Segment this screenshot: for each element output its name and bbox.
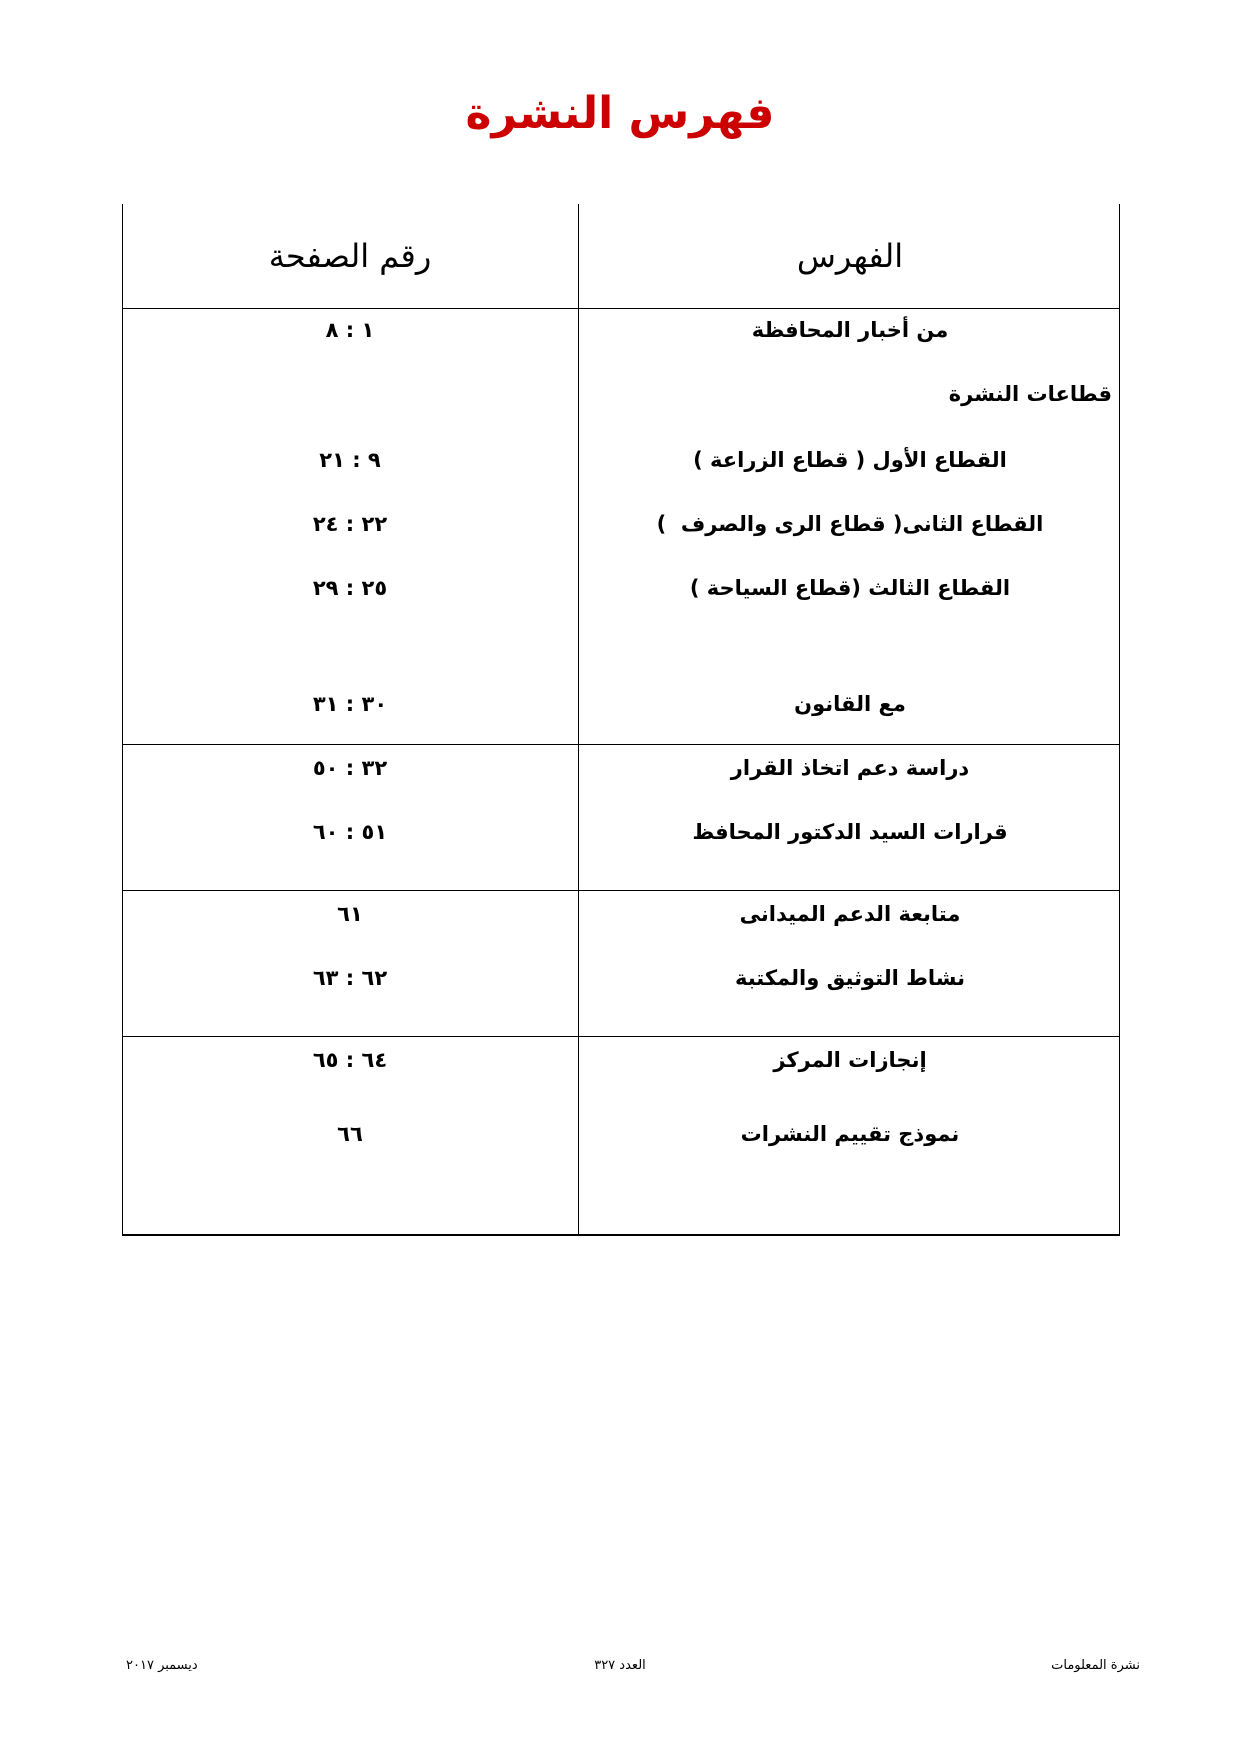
row-pages: ٥١ : ٦٠ (312, 820, 388, 844)
table-row (122, 684, 1120, 724)
row-pages: ٦٢ : ٦٣ (312, 966, 388, 990)
table-row (122, 748, 1120, 788)
table-row (122, 1040, 1120, 1080)
table-row (122, 374, 1120, 414)
table-row (122, 310, 1120, 350)
section-heading: قطاعات النشرة (948, 382, 1112, 406)
table-border-bottom (122, 1234, 1120, 1236)
row-group-divider (122, 744, 1120, 745)
table-row (122, 568, 1120, 608)
header-page-number: رقم الصفحة (268, 237, 432, 275)
row-pages: ٢٥ : ٢٩ (312, 576, 388, 600)
row-pages: ٦٤ : ٦٥ (312, 1048, 388, 1072)
row-group-divider (122, 1036, 1120, 1037)
row-pages: ١ : ٨ (325, 318, 375, 342)
row-pages: ٢٢ : ٢٤ (312, 512, 388, 536)
row-pages: ٦٦ (337, 1122, 363, 1146)
row-title: القطاع الثانى( قطاع الرى والصرف ) (656, 512, 1044, 536)
row-title: القطاع الثالث (قطاع السياحة ) (689, 576, 1011, 600)
row-title: مع القانون (794, 692, 906, 716)
row-title: دراسة دعم اتخاذ القرار (730, 756, 970, 780)
row-pages: ٣٢ : ٥٠ (312, 756, 388, 780)
row-group-divider (122, 890, 1120, 891)
table-row (122, 958, 1120, 998)
row-title: نموذج تقييم النشرات (740, 1122, 960, 1146)
page-title: فهرس النشرة (465, 88, 775, 139)
row-title: إنجازات المركز (773, 1048, 927, 1072)
header-index: الفهرس (796, 237, 904, 275)
footer-publication: نشرة المعلومات (1051, 1658, 1140, 1673)
table-row (122, 812, 1120, 852)
footer-date: ديسمبر ٢٠١٧ (126, 1658, 198, 1673)
footer-issue: العدد ٣٢٧ (594, 1658, 646, 1673)
row-title: من أخبار المحافظة (751, 318, 949, 342)
row-pages: ٣٠ : ٣١ (312, 692, 388, 716)
table-header (122, 204, 1120, 309)
table-row (122, 1114, 1120, 1154)
row-title: القطاع الأول ( قطاع الزراعة ) (693, 448, 1007, 472)
table-row (122, 440, 1120, 480)
row-pages: ٦١ (337, 902, 363, 926)
table-row (122, 504, 1120, 544)
row-title: قرارات السيد الدكتور المحافظ (692, 820, 1008, 844)
index-table (122, 204, 1120, 1236)
row-title: نشاط التوثيق والمكتبة (734, 966, 966, 990)
table-row (122, 894, 1120, 934)
row-title: متابعة الدعم الميدانى (739, 902, 961, 926)
row-pages: ٩ : ٢١ (319, 448, 381, 472)
